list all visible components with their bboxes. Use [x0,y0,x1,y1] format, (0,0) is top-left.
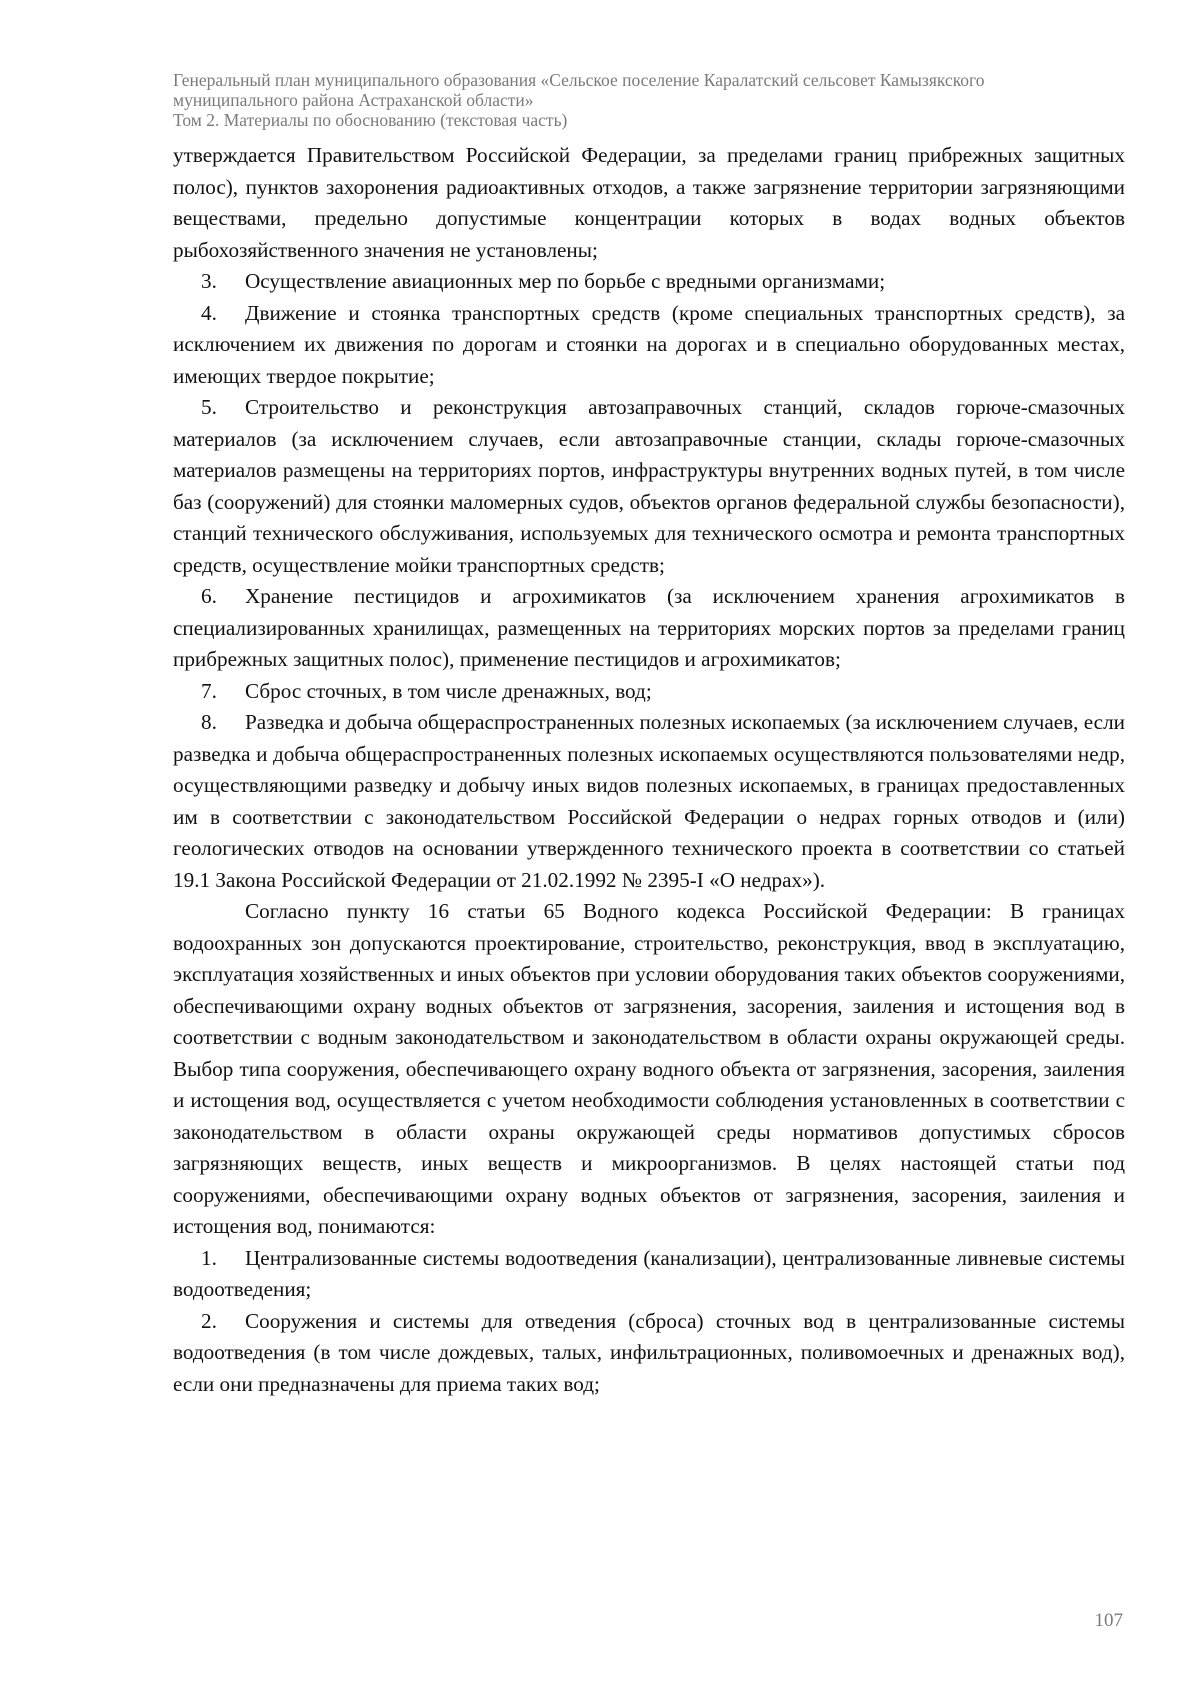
list-item [173,1243,1125,1306]
list-item [173,676,1125,708]
list-item-number: 1. [201,1245,217,1270]
page-number: 107 [1094,1610,1123,1631]
list-item-text: Строительство и реконструкция автозаправочных станций, складов горюче-смазочных материалов (за исключением случаев, если автозаправочные станции, склады горюче-смазочных материалов размещены на территориях портов, инфраструктуры внутренних водных путей, в том числе баз (сооружений) для стоянки маломерных судов, объектов органов федеральной службы безопасности), станций технического обслуживания, используемых для технического осмотра и ремонта транспортных средств, осуществление мойки транспортных средств; [173,395,1125,577]
list-item [173,581,1125,676]
list-item [173,1306,1125,1401]
continuation-paragraph: утверждается Правительством Российской Федерации, за пределами границ прибрежных защитных полос), пунктов захоронения радиоактивных отходов, а также загрязнение территории загрязняющими веществами, предельно допустимые концентрации которых в водах водных объектов рыбохозяйственного значения не установлены; [173,143,1125,262]
list-item-text: Сооружения и системы для отведения (сброса) сточных вод в централизованные системы водоотведения (в том числе дождевых, талых, инфильтрационных, поливомоечных и дренажных вод), если они предназначены для приема таких вод; [173,1308,1125,1396]
header-line-1: Генеральный план муниципального образования «Сельское поселение Каралатский сельсовет Камызякского [173,70,985,90]
list-item-number: 3. [201,269,217,293]
header-line-3: Том 2. Материалы по обоснованию (текстовая часть) [173,110,568,130]
list-item [173,392,1125,581]
list-item [173,707,1125,896]
list-item-text: Централизованные системы водоотведения (канализации), централизованные ливневые системы водоотведения; [173,1245,1125,1301]
body-text [173,140,1125,1400]
list-item-text: Сброс сточных, в том числе дренажных, вод; [245,678,652,703]
list-item-text: Разведка и добыча общераспространенных полезных ископаемых (за исключением случаев, если разведка и добыча общераспространенных полезных ископаемых осуществляются пользователями недр, осуществляющими разведку и добычу иных видов полезных ископаемых, в границах предоставленных им в соответствии с законодательством Российской Федерации о недрах горных отводов и (или) геологических отводов на основании утвержденного технического проекта в соответствии со статьей 19.1 Закона Российской Федерации от 21.02.1992 № 2395-I «О недрах»). [173,710,1125,892]
list-item [173,266,1125,298]
list-item-number: 8. [201,710,217,734]
water-code-paragraph: Согласно пункту 16 статьи 65 Водного кодекса Российской Федерации: В границах водоохранных зон допускаются проектирование, строительство, реконструкция, ввод в эксплуатацию, эксплуатация хозяйственных и иных объектов при условии оборудования таких объектов сооружениями, обеспечивающими охрану водных объектов от загрязнения, засорения, заиления и истощения вод в соответствии с водным законодательством и законодательством в области охраны окружающей среды. Выбор типа сооружения, обеспечивающего охрану водного объекта от загрязнения, засорения, заиления и истощения вод, осуществляется с учетом необходимости соблюдения установленных в соответствии с законодательством в области охраны окружающей среды нормативов допустимых сбросов загрязняющих веществ, иных веществ и микроорганизмов. В целях настоящей статьи под сооружениями, обеспечивающими охрану водных объектов от загрязнения, засорения, заиления и истощения вод, понимаются: [173,899,1125,1238]
list-item-text: Осуществление авиационных мер по борьбе с вредными организмами; [245,269,886,293]
list-item-number: 4. [201,300,217,325]
header-line-2: муниципального района Астраханской области» [173,90,534,110]
list-item-number: 7. [201,678,217,703]
list-item-text: Движение и стоянка транспортных средств (кроме специальных транспортных средств), за исключением их движения по дорогам и стоянки на дорогах и в специально оборудованных местах, имеющих твердое покрытие; [173,300,1125,388]
list-item [173,298,1125,393]
list-item-number: 5. [201,395,217,419]
list-item-text: Хранение пестицидов и агрохимикатов (за исключением хранения агрохимикатов в специализированных хранилищах, размещенных на территориях морских портов за пределами границ прибрежных защитных полос), применение пестицидов и агрохимикатов; [173,584,1125,671]
list-item-number: 2. [201,1308,217,1333]
list-item-number: 6. [201,584,217,608]
running-header [173,70,1123,130]
